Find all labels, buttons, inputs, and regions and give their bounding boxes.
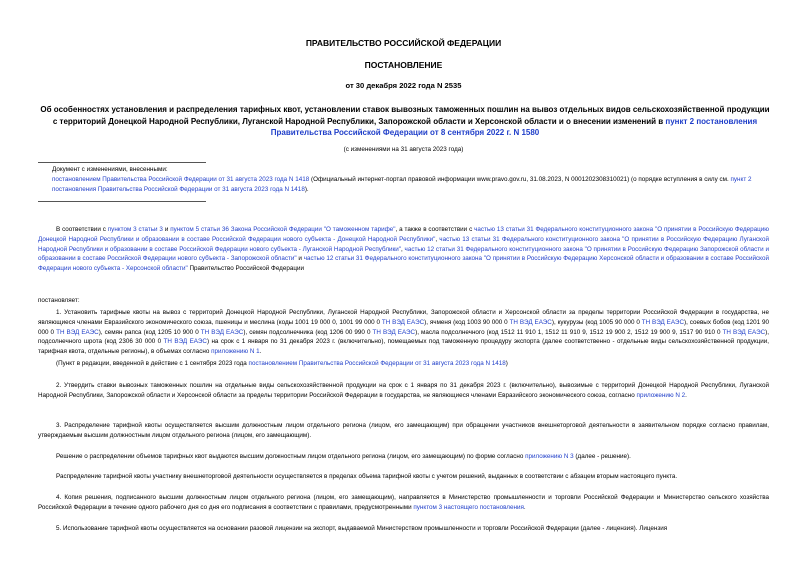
paragraph-3-third: Распределение тарифной квоты участнику внешнеторговой деятельности осуществляется в пределах объема тарифной квоты с учетом решений, выданных в соответствии с абзацем вторым настоящего пункта. <box>56 473 678 480</box>
p1-text: ), семян подсолнечника (код 1206 00 990 0 <box>243 328 373 336</box>
preamble-text: , <box>401 245 405 253</box>
changes-note: (с изменениями на 31 августа 2023 года) <box>343 146 464 153</box>
preamble-link[interactable]: частью 13 статьи 31 Федерального конституционного закона "О принятии в Российскую Федерацию Донецкой Народной Республики и образовании в составе Российской Федерации нового субъекта - Донецкой Народной Республики" <box>38 226 770 243</box>
p1-text: . <box>259 348 262 356</box>
p3b-text: Решение о распределении объемов тарифных квот выдаются высшим должностным лицом отдельного региона (лицом, его замещающим) по форме согласно <box>56 453 526 460</box>
preamble-link[interactable]: частью 13 статьи 31 Федерального конституционного закона "О принятии в Российскую Федерацию Луганской Народной Республики и образовании в составе Российской Федерации нового субъекта - Луганской Народной Республики" <box>38 235 769 253</box>
p1-note-text: (Пункт в редакции, введенной в действие с 1 сентября 2023 года <box>56 360 249 367</box>
preamble-paragraph <box>38 225 769 274</box>
p1-note-link[interactable]: постановлением Правительства Российской Федерации от 31 августа 2023 года N 1418 <box>248 360 506 367</box>
tn-ved-link[interactable]: ТН ВЭД ЕАЭС <box>372 328 416 336</box>
paragraph-2 <box>38 381 769 401</box>
paragraph-5: 5. Использование тарифной квоты осуществляется на основании разовой лицензии на экспорт, выдаваемой Министерством промышленности и торговли Российской Федерации (далее - лицензия). Лицензия <box>56 525 668 532</box>
preamble-link[interactable]: пунктом 5 статьи 36 Закона Российской Федерации "О таможенном тарифе" <box>170 226 396 233</box>
p1-text: ), подсолнечного шрота (код 2306 30 000 0 <box>38 328 770 346</box>
p1-text: 1. Установить тарифные квоты на вывоз с территорий Донецкой Народной Республики, Луганской Народной Республики, Запорожской области и Херсонской области за пределы территории Российской Федерации в государства, не являющиеся членами Евразийского экономического союза, пшеницы и меслина (коды 1001 19 000 0, 1001 99 000 0 <box>38 309 769 326</box>
tn-ved-link[interactable]: ТН ВЭД ЕАЭС <box>163 338 207 346</box>
preamble-link[interactable]: частью 12 статьи 31 Федерального конституционного закона "О принятии в Российскую Федерацию Запорожской области и образовании в составе Российской Федерации нового субъекта - Запорожской области" <box>38 245 769 263</box>
preamble-text: и <box>296 255 304 263</box>
preamble-link[interactable]: частью 12 статьи 31 Федерального конституционного закона "О принятии в Российскую Федерацию Херсонской области и образовании в составе Российской Федерации нового субъекта - Херсонской области" <box>38 255 769 273</box>
paragraph-1 <box>38 308 769 357</box>
tn-ved-link[interactable]: ТН ВЭД ЕАЭС <box>381 318 425 326</box>
preamble-link[interactable]: пунктом 3 статьи 3 <box>107 226 163 233</box>
preamble-text: , <box>435 235 440 243</box>
p1-text: ), масла подсолнечного (код 1512 11 910 1, 1512 11 910 9, 1512 19 900 2, 1512 19 900 9, 1517 90 910 0 <box>415 328 723 336</box>
preamble-text: В соответствии с <box>56 226 108 233</box>
document-date-number: от 30 декабря 2022 года N 2535 <box>345 81 462 90</box>
paragraph-3-second <box>38 452 769 462</box>
amendment-link[interactable]: постановлением Правительства Российской Федерации от 31 августа 2023 года N 1418 <box>52 176 310 183</box>
amendment-entry-link[interactable]: пункт 2 постановления Правительства Российской Федерации от 31 августа 2023 года N 1418 <box>52 176 752 193</box>
government-heading: ПРАВИТЕЛЬСТВО РОССИЙСКОЙ ФЕДЕРАЦИИ <box>305 38 502 48</box>
p1-note-text: ) <box>505 360 508 367</box>
title-text: Об особенностях установления и распределения тарифных квот, установлении ставок вывозных таможенных пошлин на вывоз отдельных видов сельскохозяйственной продукции с территорий Донецкой Народной Республики, Луганской Народной Республики, Запорожской области и Херсонской области и о внесении изменений в <box>40 105 770 126</box>
amendments-list <box>52 175 772 195</box>
p1-text: ) на срок с 1 января по 31 декабря 2023 г. (включительно), помещаемых под таможенную процедуру экспорта (далее соответственно - отдельные виды сельскохозяйственной продукции, тарифная квота, отдельные регионы), в объемах согласно <box>38 338 769 356</box>
p4-text: . <box>523 503 526 511</box>
paragraph-1-note <box>38 359 769 369</box>
preamble-text: и <box>162 226 171 233</box>
p2-text: 2. Утвердить ставки вывозных таможенных пошлин на отдельные виды сельскохозяйственной продукции на срок с 1 января по 31 декабря 2023 г. (включительно), вывозимые с территорий Донецкой Народной Республики, Луганской Народной Республики, Запорожской области и Херсонской области за пределы территории Российской Федерации в государства, не являющиеся членами Евразийского экономического союза, согласно <box>38 382 769 399</box>
preamble-text: , а также в соответствии с <box>395 226 475 233</box>
p4-text: 4. Копия решения, подписанного высшим должностным лицом отдельного региона (лицом, его замещающим), направляется в Министерство промышленности и торговли Российской Федерации и Министерство сельского хозяйства Российской Федерации в течение одного рабочего дня со дня его подписания в соответствии с правилами, предусмотренными <box>38 494 769 511</box>
p1-text: ), кукурузы (код 1005 90 000 0 <box>551 318 642 326</box>
amendment-text-end: ). <box>304 186 309 193</box>
p1-text: ), соевых бобов (код 1201 90 000 0 <box>38 318 770 336</box>
amendments-box <box>52 165 772 195</box>
paragraph-4 <box>38 493 769 513</box>
appendix-2-link[interactable]: приложению N 2 <box>636 391 686 399</box>
p2-text: . <box>685 391 687 399</box>
p1-text: ), семян рапса (код 1205 10 900 0 <box>98 328 201 336</box>
preamble-text: Правительство Российской Федерации <box>187 265 304 273</box>
document-type: ПОСТАНОВЛЕНИЕ <box>364 60 443 70</box>
tn-ved-link[interactable]: ТН ВЭД ЕАЭС <box>56 328 99 336</box>
tn-ved-link[interactable]: ТН ВЭД ЕАЭС <box>509 318 552 326</box>
paragraph-3: 3. Распределение тарифной квоты осуществляется высшим должностным лицом отдельного региона (лицом, его замещающим) при обращении участников внешнеторговой деятельности в заявительном порядке согласно правилам, утверждаемым высшим должностным лицом отдельного региона (лицом, его замещающим). <box>38 422 769 439</box>
appendix-1-link[interactable]: приложению N 1 <box>211 348 260 356</box>
decree-word: постановляет: <box>38 297 80 304</box>
tn-ved-link[interactable]: ТН ВЭД ЕАЭС <box>722 328 766 336</box>
divider-top <box>38 162 206 163</box>
document-title <box>40 104 770 139</box>
tn-ved-link[interactable]: ТН ВЭД ЕАЭС <box>641 318 684 326</box>
divider-bottom <box>38 201 206 202</box>
appendix-3-link[interactable]: приложению N 3 <box>525 453 574 460</box>
p3b-text: (далее - решение). <box>573 453 631 460</box>
tn-ved-link[interactable]: ТН ВЭД ЕАЭС <box>200 328 244 336</box>
point-3-link[interactable]: пунктом 3 настоящего постановления <box>413 503 524 511</box>
title-link[interactable]: пункт 2 постановления Правительства Российской Федерации от 8 сентября 2022 г. N 1580 <box>270 116 758 137</box>
p1-text: ), ячменя (код 1003 90 000 0 <box>424 318 510 326</box>
amendments-intro: Документ с изменениями, внесенными: <box>52 166 168 173</box>
amendment-text: (Официальный интернет-портал правовой информации www.pravo.gov.ru, 31.08.2023, N 0001202308310021) (о порядке вступления в силу см. <box>309 176 731 183</box>
